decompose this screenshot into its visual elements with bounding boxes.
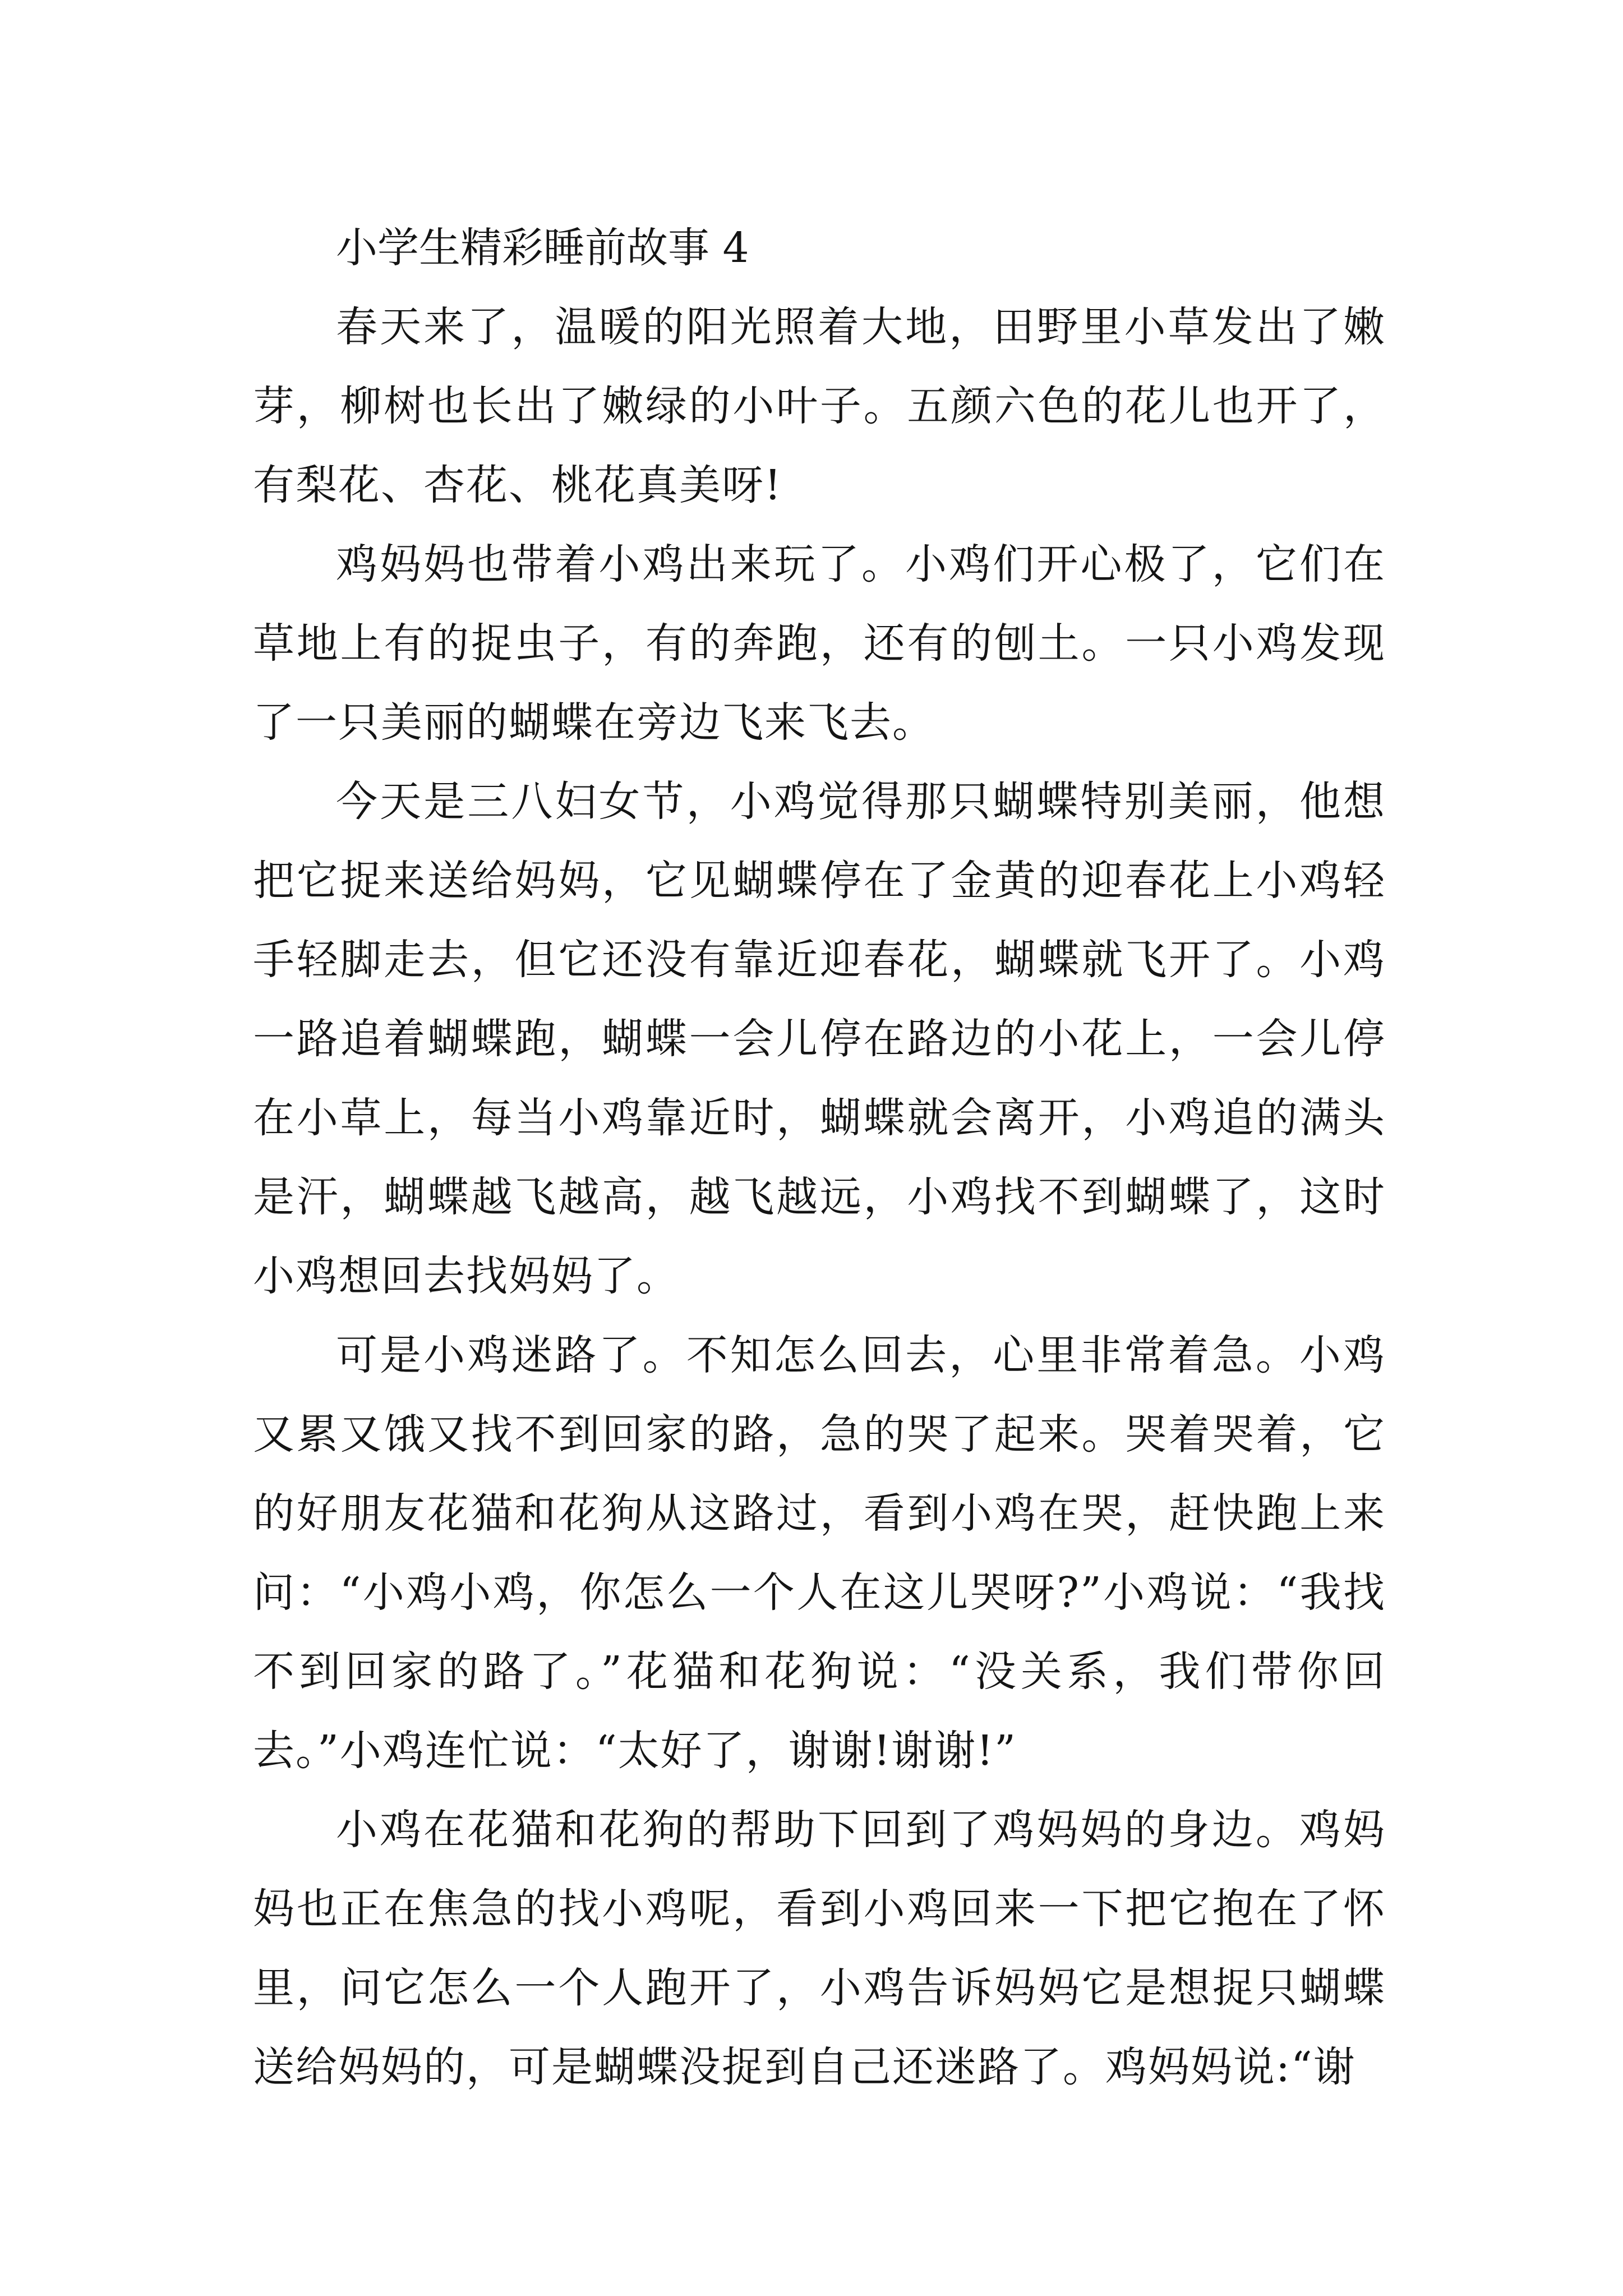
paragraph-return-home: 小鸡在花猫和花狗的帮助下回到了鸡妈妈的身边。鸡妈妈也正在焦急的找小鸡呢，看到小鸡回来一下把它抱在了怀里，问它怎么一个人跑开了，小鸡告诉妈妈它是想捉只蝴蝶送给妈妈的，可是蝴蝶没捉到自己还迷路了。鸡妈妈说:“谢 [253, 1806, 1386, 2091]
document-body [253, 209, 1386, 2107]
paragraph-hen-and-chicks: 鸡妈妈也带着小鸡出来玩了。小鸡们开心极了，它们在草地上有的捉虫子，有的奔跑，还有的刨土。一只小鸡发现了一只美丽的蝴蝶在旁边飞来飞去。 [253, 540, 1386, 747]
paragraph-butterfly-chase: 今天是三八妇女节，小鸡觉得那只蝴蝶特别美丽，他想把它捉来送给妈妈，它见蝴蝶停在了金黄的迎春花上小鸡轻手轻脚走去，但它还没有靠近迎春花，蝴蝶就飞开了。小鸡一路追着蝴蝶跑，蝴蝶一会儿停在路边的小花上，一会儿停在小草上，每当小鸡靠近时，蝴蝶就会离开，小鸡追的满头是汗，蝴蝶越飞越高，越飞越远，小鸡找不到蝴蝶了，这时小鸡想回去找妈妈了。 [253, 777, 1386, 1300]
paragraph-lost-chick: 可是小鸡迷路了。不知怎么回去，心里非常着急。小鸡又累又饿又找不到回家的路，急的哭了起来。哭着哭着，它的好朋友花猫和花狗从这路过，看到小鸡在哭，赶快跑上来问：“小鸡小鸡，你怎么一个人在这儿哭呀?”小鸡说：“我找不到回家的路了。”花猫和花狗说：“没关系，我们带你回去。”小鸡连忙说：“太好了，谢谢!谢谢!” [253, 1331, 1386, 1775]
story-title: 小学生精彩睡前故事 4 [336, 224, 749, 272]
paragraph-spring: 春天来了，温暖的阳光照着大地，田野里小草发出了嫩芽，柳树也长出了嫩绿的小叶子。五颜六色的花儿也开了，有梨花、杏花、桃花真美呀! [253, 303, 1386, 509]
